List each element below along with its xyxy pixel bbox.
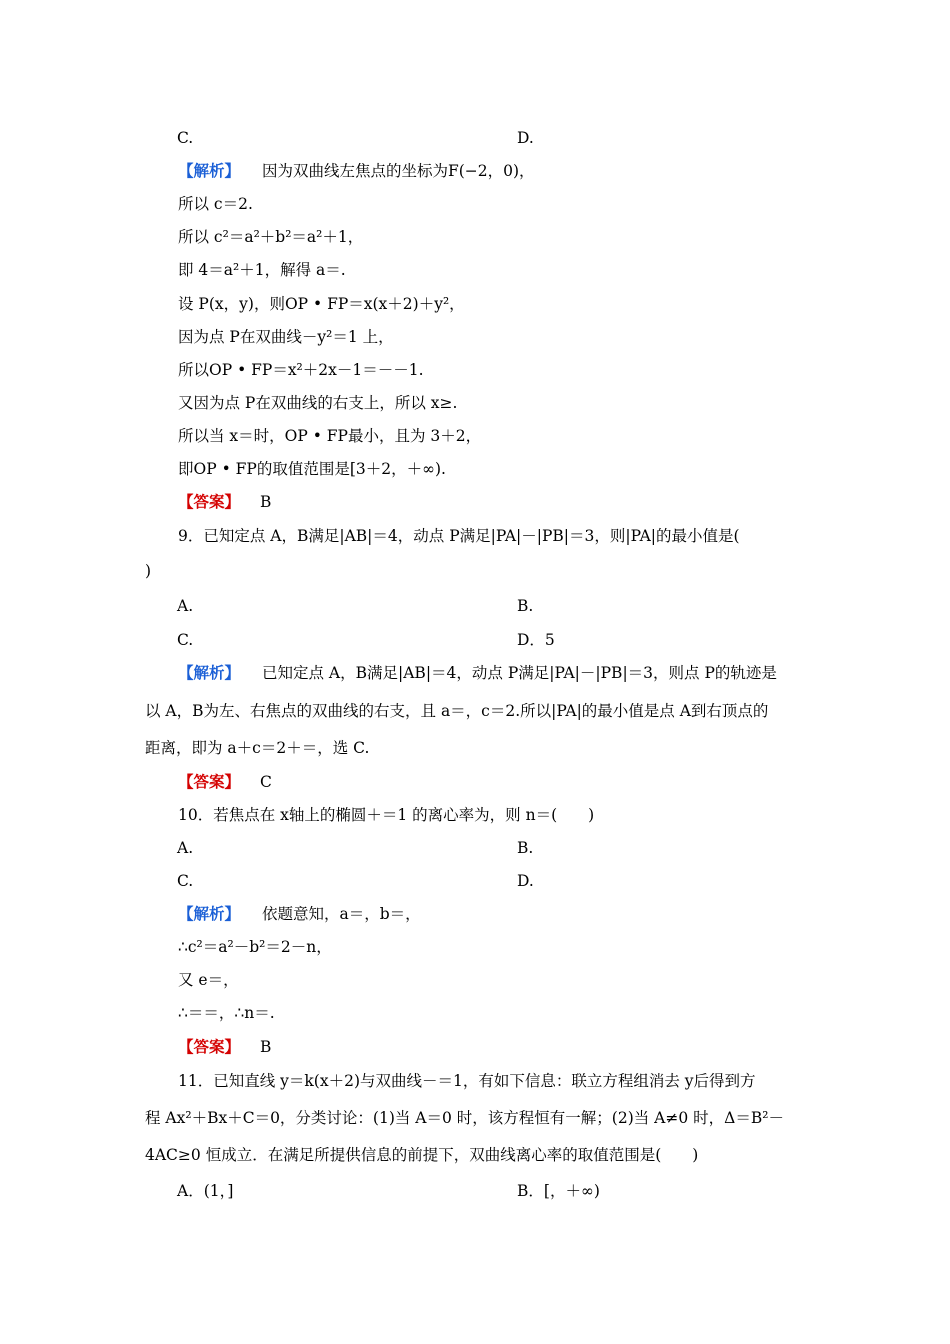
q8-analysis-line (0, 326, 950, 348)
q10-analysis-line (0, 936, 950, 958)
q9-stem-end: ) (145, 562, 152, 580)
analysis-text: 以 A，B为左、右焦点的双曲线的右支，且 a＝，c＝2.所以|PA|的最小值是点 A到右顶点的 (145, 702, 769, 720)
q8-analysis-tag: 【解析】 (178, 161, 241, 180)
q10-option-a[interactable]: A. (177, 839, 194, 857)
analysis-text: 所以当 x＝时，OP • FP最小，且为 3＋2， (178, 427, 482, 445)
q8-analysis-text: 因为双曲线左焦点的坐标为F(−2，0)， (262, 162, 535, 180)
q8-analysis-line (0, 458, 950, 480)
q11-stem: 程 Ax²＋Bx＋C＝0，分类讨论：(1)当 A＝0 时，该方程恒有一解；(2)当 A≠0 时，Δ＝B²－ (145, 1109, 784, 1127)
q9-option-c[interactable]: C. (177, 631, 194, 649)
q10-answer-tag: 【答案】 (178, 1037, 241, 1056)
q9-analysis-tag: 【解析】 (178, 663, 241, 682)
q11-option-b[interactable]: B．[，＋∞) (517, 1182, 600, 1200)
q9-analysis-line (0, 700, 950, 722)
q10-stem-line (0, 804, 950, 826)
q8-analysis-line (0, 193, 950, 215)
q9-answer: C (260, 773, 272, 791)
q9-option-d[interactable]: D．5 (517, 631, 555, 649)
q9-stem: 9．已知定点 A，B满足|AB|＝4，动点 P满足|PA|－|PB|＝3，则|PA|的最小值是( (178, 527, 740, 545)
q9-option-a[interactable]: A. (177, 597, 194, 615)
q10-analysis-line (0, 1002, 950, 1024)
q8-option-c[interactable]: C. (177, 129, 194, 147)
analysis-text: 又 e＝， (178, 971, 239, 989)
q10-stem: 10．若焦点在 x轴上的椭圆＋＝1 的离心率为，则 n＝( ) (178, 806, 595, 824)
q11-stem: 4AC≥0 恒成立．在满足所提供信息的前提下，双曲线离心率的取值范围是( ) (145, 1146, 699, 1164)
q10-answer-line (0, 1036, 950, 1058)
analysis-text: 设 P(x，y)，则OP • FP＝x(x＋2)＋y²， (178, 295, 465, 313)
q10-option-c[interactable]: C. (177, 872, 194, 890)
analysis-text: 依题意知，a＝，b＝， (262, 905, 421, 923)
q10-analysis-tag: 【解析】 (178, 904, 241, 923)
q9-options-ab (0, 595, 950, 617)
q8-options-cd (0, 127, 950, 149)
q8-analysis-line (0, 293, 950, 315)
q9-analysis-line (0, 662, 950, 684)
q8-analysis-line (0, 226, 950, 248)
q8-analysis-line (0, 392, 950, 414)
q9-options-cd (0, 629, 950, 651)
q10-analysis-line (0, 903, 950, 925)
q8-answer: B (260, 493, 272, 511)
analysis-text: 因为点 P在双曲线－y²＝1 上， (178, 328, 394, 346)
q10-option-d[interactable]: D. (517, 872, 534, 890)
analysis-text: 即 4＝a²＋1，解得 a＝. (178, 261, 346, 279)
q10-option-b[interactable]: B. (517, 839, 534, 857)
q11-options-ab (0, 1180, 950, 1202)
q8-analysis-line (0, 359, 950, 381)
q11-stem: 11．已知直线 y＝k(x＋2)与双曲线－＝1，有如下信息：联立方程组消去 y后得到方 (178, 1072, 756, 1090)
q9-analysis-line (0, 737, 950, 759)
analysis-text: 所以 c²＝a²＋b²＝a²＋1， (178, 228, 364, 246)
q9-stem-line (0, 560, 950, 582)
q11-stem-line (0, 1144, 950, 1166)
q11-stem-line (0, 1107, 950, 1129)
analysis-text: 所以 c＝2. (178, 195, 253, 213)
q8-analysis-line (0, 259, 950, 281)
q8-analysis-line (0, 160, 950, 182)
q10-answer: B (260, 1038, 272, 1056)
analysis-text: ∴c²＝a²－b²＝2－n， (178, 938, 332, 956)
analysis-text: 已知定点 A，B满足|AB|＝4，动点 P满足|PA|－|PB|＝3，则点 P的轨迹是 (262, 664, 777, 682)
q9-stem-line (0, 525, 950, 547)
q9-option-b[interactable]: B. (517, 597, 534, 615)
q9-answer-line (0, 771, 950, 793)
q10-analysis-line (0, 969, 950, 991)
q8-answer-line (0, 491, 950, 513)
q9-answer-tag: 【答案】 (178, 772, 241, 791)
q10-options-ab (0, 837, 950, 859)
analysis-text: 距离，即为 a＋c＝2＋＝，选 C. (145, 739, 370, 757)
analysis-text: 又因为点 P在双曲线的右支上，所以 x≥. (178, 394, 458, 412)
analysis-text: ∴＝＝，∴n＝. (178, 1004, 275, 1022)
q8-option-d[interactable]: D. (517, 129, 534, 147)
analysis-text: 所以OP • FP＝x²＋2x－1＝－－1. (178, 361, 424, 379)
q8-answer-tag: 【答案】 (178, 492, 241, 511)
q11-stem-line (0, 1070, 950, 1092)
analysis-text: 即OP • FP的取值范围是[3＋2，＋∞). (178, 460, 446, 478)
q8-analysis-line (0, 425, 950, 447)
q11-option-a[interactable]: A．(1，] (177, 1182, 234, 1200)
q10-options-cd (0, 870, 950, 892)
